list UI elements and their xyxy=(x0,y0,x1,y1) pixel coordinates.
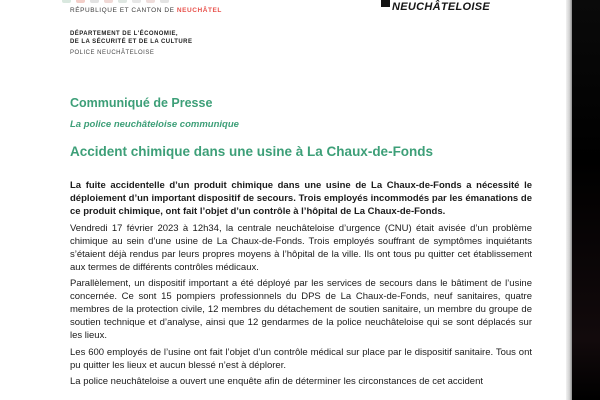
body-paragraph: La police neuchâteloise a ouvert une enquête afin de déterminer les circonstances de cet accident xyxy=(70,376,483,387)
chevron-fragment-icon xyxy=(118,0,127,3)
chevron-fragment-icon xyxy=(62,0,71,3)
chevron-fragment-icon xyxy=(132,0,141,3)
police-brand-wordmark: NEUCHÂTELOISE xyxy=(392,1,491,13)
body-paragraph: Vendredi 17 février 2023 à 12h34, la centrale neuchâteloise d’urgence (CNU) était avisée d’un problème chimique au sein d’une usine de La Chaux-de-Fonds. Trois employés souffrant de symptômes inquiétants s’étaient déjà rendus par leurs propres moyens à l’hôpital de la ville. Ils ont tous pu quitter cet établissement aux termes de différents contrôles médicaux. xyxy=(70,222,532,273)
canton-line xyxy=(70,7,222,14)
department-block xyxy=(70,30,192,46)
police-badge-icon xyxy=(381,0,390,7)
canton-logo-chevrons-icon xyxy=(62,0,169,3)
chevron-fragment-icon xyxy=(160,0,169,3)
press-release-title: Communiqué de Presse xyxy=(70,96,213,110)
press-release-body xyxy=(70,179,532,392)
canton-line-prefix: RÉPUBLIQUE ET CANTON DE xyxy=(70,7,177,14)
department-line-2: DE LA SÉCURITÉ ET DE LA CULTURE xyxy=(70,39,193,45)
body-paragraph: Les 600 employés de l’usine ont fait l’objet d’un contrôle médical sur place par le dispositif sanitaire. Tous ont pu quitter les lieux et aucun blessé n’est à déplorer. xyxy=(70,346,532,371)
canton-line-highlight: NEUCHÂTEL xyxy=(176,7,222,14)
chevron-fragment-icon xyxy=(76,0,85,3)
service-name: POLICE NEUCHÂTELOISE xyxy=(70,50,155,56)
background-black-band xyxy=(572,0,600,400)
chevron-fragment-icon xyxy=(146,0,155,3)
press-release-subtitle: La police neuchâteloise communique xyxy=(70,119,239,130)
chevron-fragment-icon xyxy=(104,0,113,3)
body-paragraph: Parallèlement, un dispositif important a été déployé par les services de secours dans le bâtiment de l’usine concernée. Ce sont 15 pompiers professionnels du DPS de La Chaux-de-Fonds, neuf sanitaires, quatre membres de la protection civile, 12 membres du détachement de soutien sanitaire, un membre du groupe de soutien technique et d’analyse, ainsi que 12 gendarmes de la police neuchâteloise qui se sont déplacés sur les lieux. xyxy=(70,278,532,341)
chevron-fragment-icon xyxy=(90,0,99,3)
body-paragraph: La fuite accidentelle d’un produit chimique dans une usine de La Chaux-de-Fonds a nécessité le déploiement d’un important dispositif de secours. Trois employés incommodés par les émanations de ce produit chimique, ont fait l’objet d’un contrôle à l’hôpital de La Chaux-de-Fonds. xyxy=(70,180,532,217)
press-release-headline: Accident chimique dans une usine à La Chaux-de-Fonds xyxy=(70,144,434,159)
department-line-1: DÉPARTEMENT DE L'ÉCONOMIE, xyxy=(70,31,179,37)
